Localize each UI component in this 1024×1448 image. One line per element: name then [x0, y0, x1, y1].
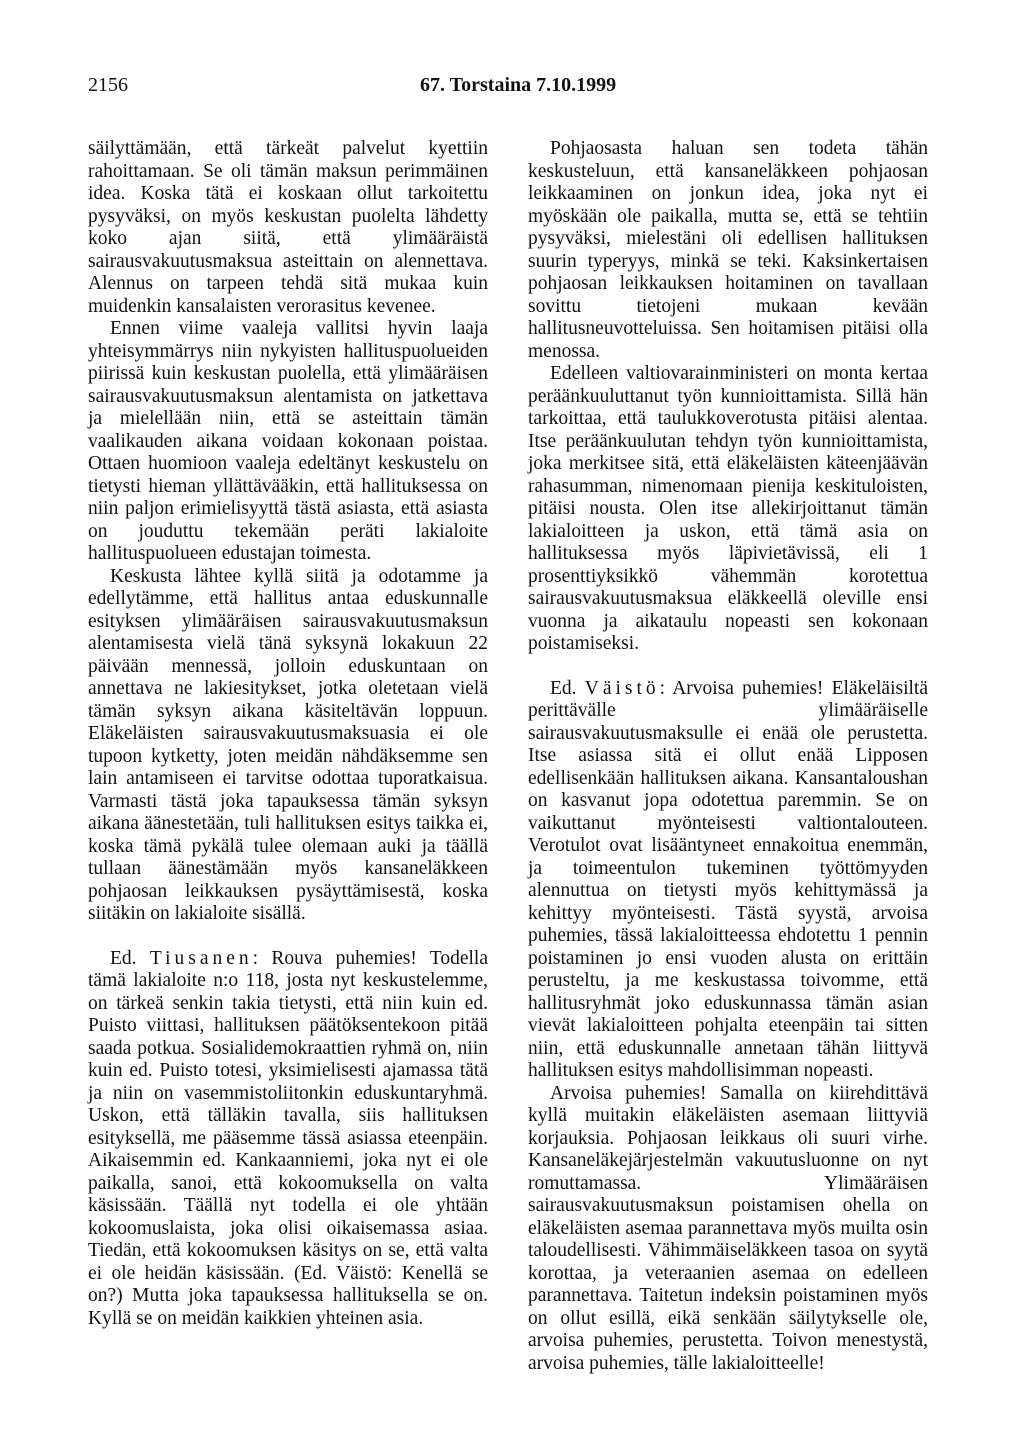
- session-title: 67. Torstaina 7.10.1999: [420, 74, 617, 96]
- page-number: 2156: [88, 74, 128, 96]
- paragraph: Keskusta lähtee kyllä siitä ja odotamme ja edellytämme, että hallitus antaa eduskunnalle esityksen ylimääräisen sairausvakuutusmaksun alentamisesta vielä tänä syksynä lokakuun 22 päivään mennessä, jolloin eduskuntaan on annettava ne lakiesitykset, jotka oletetaan vielä tämän syksyn aikana käsiteltävän loppuun. Eläkeläisten sairausvakuutusmaksuasia ei ole tupoon kytketty, joten meidän nähdäksemme sen lain antamiseen ei tarvitse odottaa tuporatkaisua. Varmasti tästä joka tapauksessa tämän syksyn aikana äänestetään, tuli hallituksen esitys taikka ei, koska tämä pykälä tulee olemaan auki ja täällä tullaan äänestämään myös kansaneläkkeen pohjaosan leikkauksen pysäyttämisestä, koska siitäkin on lakialoite sisällä.: [88, 565, 488, 924]
- speaker-name: Väistö: [584, 677, 660, 699]
- paragraph: Pohjaosasta haluan sen todeta tähän keskusteluun, että kansaneläkkeen pohjaosan leikkaaminen on jonkun idea, joka nyt ei myöskään ole paikalla, mutta se, että se tehtiin pysyväksi, mielestäni oli edellisen hallituksen suurin typeryys, minkä se teki. Kaksinkertaisen pohjaosan leikkauksen hoitaminen on tavallaan sovittu tietojeni mukaan kevään hallitusneuvotteluissa. Sen hoitamisen pitäisi olla menossa.: [528, 138, 928, 362]
- speaker-prefix: Ed.: [110, 947, 150, 969]
- speaker-prefix: Ed.: [550, 677, 585, 699]
- page-header: [0, 62, 1024, 102]
- left-column: [88, 138, 488, 1330]
- speech-tiusanen: [88, 948, 488, 1331]
- speech-vaisto: [528, 678, 928, 1083]
- paragraph: säilyttämään, että tärkeät palvelut kyettiin rahoittamaan. Se oli tämän maksun perimmäinen idea. Koska tätä ei koskaan ollut tarkoitettu pysyväksi, on myös keskustan puolelta lähdetty koko ajan siitä, että ylimääräistä sairausvakuutusmaksua asteittain on alennettava. Alennus on tarpeen tehdä sitä mukaa kuin muidenkin kansalaisten verorasitus kevenee.: [88, 138, 488, 317]
- paragraph: Ennen viime vaaleja vallitsi hyvin laaja yhteisymmärrys niin nykyisten hallituspuolueiden piirissä kuin keskustan puolella, että ylimääräisen sairausvakuutusmaksun alentamista on jatkettava ja mielellään niin, että se asteittain tämän vaalikauden aikana voidaan kokonaan poistaa. Ottaen huomioon vaaleja edeltänyt keskustelu on tietysti hieman yllättävääkin, että hallituksessa on niin paljon erimielisyyttä tästä asiasta, että asiasta on jouduttu tekemään peräti lakialoite hallituspuolueen edustajan toimesta.: [88, 318, 488, 564]
- speech-text: : Rouva puhemies! Todella tämä lakialoite n:o 118, josta nyt keskustelemme, on tärkeä senkin takia tietysti, että niin kuin ed. Puisto viittasi, hallituksen päätöksentekoon pitää saada potkua. Sosialidemokraattien ryhmä on, niin kuin ed. Puisto totesi, yksimielisesti ajamassa tätä ja niin on vasemmistoliitonkin eduskuntaryhmä. Uskon, että tälläkin tavalla, siis hallituksen esityksellä, me pääsemme tässä asiassa eteenpäin. Aikaisemmin ed. Kankaanniemi, joka nyt ei ole paikalla, sanoi, että kokoomuksella on valta käsissään. Täällä nyt todella ei ole yhtään kokoomuslaista, joka olisi oikaisemassa asiaa. Tiedän, että kokoomuksen käsitys on se, että valta ei ole heidän käsissään. (Ed. Väistö: Kenellä se on?) Mutta joka tapauksessa hallituksella se on. Kyllä se on meidän kaikkien yhteinen asia.: [88, 947, 488, 1329]
- paragraph: Edelleen valtiovarainministeri on monta kertaa peräänkuuluttanut työn kunnioittamista. Sillä hän tarkoittaa, että taulukkoverotusta pitäisi alentaa. Itse peräänkuulutan tehdyn työn kunnioittamista, joka merkitsee sitä, että eläkeläisten käteenjäävän rahasumman, nimenomaan pienija keskituloisten, pitäisi nousta. Olen itse allekirjoittanut tämän lakialoitteen ja uskon, että tämä asia on hallituksessa myös läpivietävissä, eli 1 prosenttiyksikkö vähemmän korotettua sairausvakuutusmaksua eläkkeellä oleville ensi vuonna ja aikataulu nopeasti sen kokonaan poistamiseksi.: [528, 363, 928, 654]
- right-column: [528, 138, 928, 1375]
- speech-text: : Arvoisa puhemies! Eläkeläisiltä perittävälle ylimääräiselle sairausvakuutusmaksulle ei enää ole perustetta. Itse asiassa sitä ei ollut enää Lipposen edellisenkään hallituksen aikana. Kansantaloushan on kasvanut jopa odotettua paremmin. Se on vaikuttanut myönteisesti valtiontalouteen. Verotulot ovat lisääntyneet ennakoitua enemmän, ja toimeentulon tukeminen työttömyyden alennuttua on tietysti myös kehittymässä ja kehittyy myönteisesti. Tästä syystä, arvoisa puhemies, tässä lakialoitteessa ehdotettu 1 pennin poistaminen jo ensi vuoden alusta on erittäin perusteltu, ja me keskustassa toivomme, että hallitusryhmät joko eduskunnassa tämän asian vievät lakialoitteen pohjalta eteenpäin tai sitten niin, että eduskunnalle annetaan tähän liittyvä hallituksen esitys mahdollisimman nopeasti.: [528, 677, 928, 1081]
- speaker-name: Tiusanen: [149, 947, 253, 969]
- paragraph: Arvoisa puhemies! Samalla on kiirehdittävä kyllä muitakin eläkeläisten asemaan liittyviä korjauksia. Pohjaosan leikkaus oli suuri virhe. Kansaneläkejärjestelmän vakuutusluonne on nyt romuttamassa. Ylimääräisen sairausvakuutusmaksun poistamisen ohella on eläkeläisten asemaa parannettava myös muilta osin taloudellisesti. Vähimmäiseläkkeen tasoa on syytä korottaa, ja veteraanien asemaa on edelleen parannettava. Taitetun indeksin poistaminen myös on ollut esillä, eikä senkään säilytykselle ole, arvoisa puhemies, perustetta. Toivon menestystä, arvoisa puhemies, tälle lakialoitteelle!: [528, 1082, 928, 1374]
